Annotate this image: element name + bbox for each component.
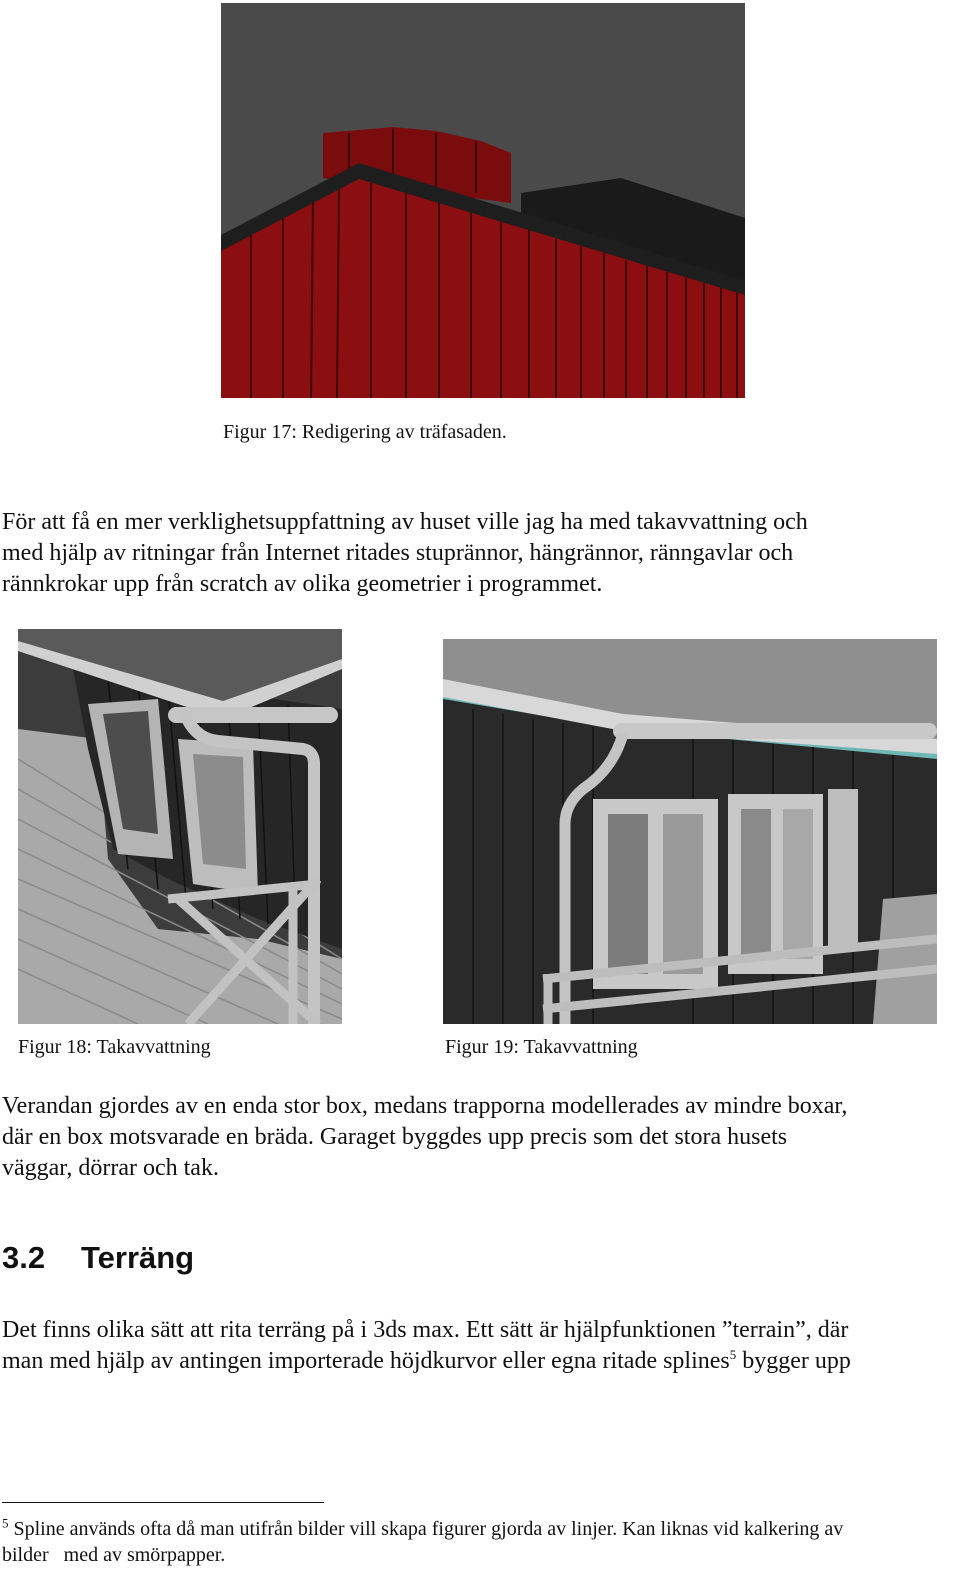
figure-19-caption: Figur 19: Takavvattning [445, 1036, 638, 1058]
footnote-text: Spline används ofta då man utifrån bilder vill skapa figurer gjorda av linjer. Kan liknas vid kalkering av [8, 1518, 844, 1540]
figure-17-image [221, 3, 745, 398]
footnote-separator [2, 1502, 324, 1503]
paragraph-gutters [2, 507, 958, 600]
text-fragment: bygger upp [736, 1348, 851, 1374]
paragraph-line: där en box motsvarade en bräda. Garaget byggdes upp precis som det stora husets [2, 1124, 788, 1150]
paragraph-line: Verandan gjordes av en enda stor box, medans trapporna modellerades av mindre boxar, [2, 1093, 848, 1119]
section-title: Terräng [81, 1240, 195, 1275]
paragraph-line [2, 1346, 958, 1377]
figure-18-caption: Figur 18: Takavvattning [18, 1036, 211, 1058]
paragraph-line: med hjälp av ritningar från Internet ritades stuprännor, hängrännor, ränngavlar och [2, 540, 794, 566]
footnote-line [2, 1516, 958, 1542]
figure-18-image [18, 629, 342, 1024]
paragraph-line: Det finns olika sätt att rita terräng på i 3ds max. Ett sätt är hjälpfunktionen ”terrain”, där [2, 1317, 849, 1343]
paragraph-veranda [2, 1091, 958, 1184]
paragraph-terrain [2, 1315, 958, 1377]
section-heading [2, 1238, 194, 1278]
footnote-marker: 5 [2, 1515, 9, 1531]
footnote [2, 1516, 958, 1568]
section-number: 3.2 [2, 1240, 46, 1275]
text-fragment: man med hjälp av antingen importerade höjdkurvor eller egna ritade splines [2, 1348, 730, 1374]
paragraph-line: väggar, dörrar och tak. [2, 1155, 219, 1181]
figure-19-image [443, 639, 937, 1024]
figure-17-caption: Figur 17: Redigering av träfasaden. [223, 421, 507, 443]
footnote-reference[interactable]: 5 [729, 1347, 737, 1362]
footnote-line: bilder med av smörpapper. [2, 1544, 226, 1566]
paragraph-line: rännkrokar upp från scratch av olika geometrier i programmet. [2, 571, 603, 597]
paragraph-line: För att få en mer verklighetsuppfattning av huset ville jag ha med takavvattning och [2, 509, 808, 535]
